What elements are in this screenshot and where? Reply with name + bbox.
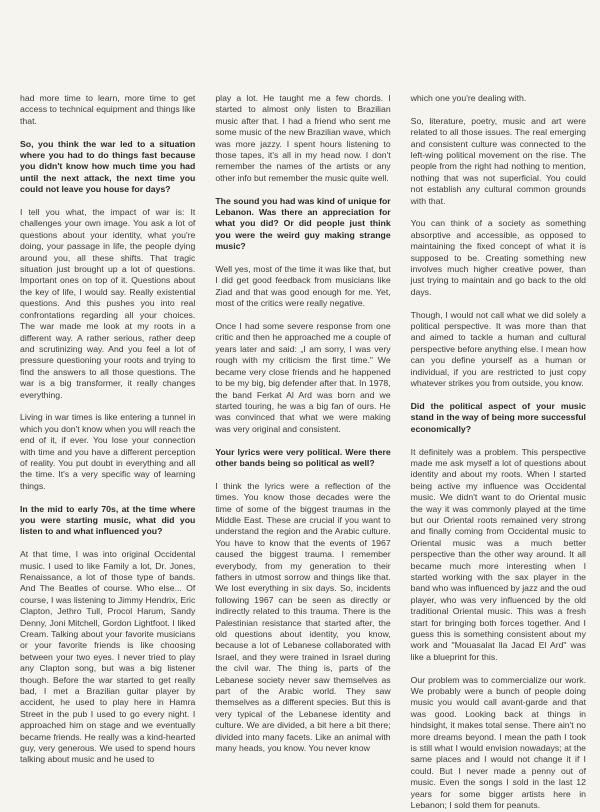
question: So, you think the war led to a situation where you had to do things fast because you didn't know how much time you had until the next attack, the next time you could not leave you house for days?	[20, 138, 196, 195]
question: Did the political aspect of your music stand in the way of being more successful economically?	[410, 400, 586, 434]
paragraph: Living in war times is like entering a tunnel in which you don't know when you will reach the end of it, if ever. You lose your connection with time and you have a different perception of reality. You put doubt in everything and all the time. It's a very specific way of learning things.	[20, 412, 196, 491]
paragraph: I tell you what, the impact of war is: It challenges your own image. You ask a lot of questions about your identity, what you're doing, your passage in life, the people dying around you, all these shifts. That tragic situation just brought up a lot of questions. Important ones on top of it. Questions about the key of life, I would say. Really existential questions. And this pushes you into real confrontations regarding all your choices. The war made me look at my roots in a different way. A rather serious, rather deep and scrutinizing way. And you feel a lot of pressure questioning your roots and trying to find the answers to all those questions. The war is a big transformer, it really changes everything.	[20, 207, 196, 400]
paragraph: Well yes, most of the time it was like that, but I did get good feedback from musicians like Ziad and that was good enough for me. Yet, most of the critics were really negative.	[215, 264, 391, 309]
question: The sound you had was kind of unique for Lebanon. Was there an appreciation for what you did? Or did people just think you were the weird guy making strange music?	[215, 195, 391, 252]
paragraph: So, literature, poetry, music and art were related to all those issues. The real emerging and consistent culture was connected to the left-wing political movement on the rise. The people from the right had nothing to mention, nothing that was not superficial. You could not establish any cultural common grounds with that.	[410, 115, 586, 206]
paragraph: At that time, I was into original Occidental music. I used to like Family a lot, Dr. Jones, Renaissance, a lot of those type of bands. And The Beatles of course. Who else... Of course, I was listening to Jimmy Hendrix, Eric Clapton, Jethro Tull, Procol Harum, Sandy Denny, Joni Mitchell, Gordon Lightfoot. I liked Cream. Talking about your favorite musicians or your favorite friends is like choosing between your two eyes. I never tried to play any Clapton song, but was a big listener though. Before the war started to get really bad, I met a Brazilian guitar player by accident, he used to play here in Hamra Street in the pub I used to go every night. I approached him on stage and we eventually became friends. He really was a kind-hearted guy, very generous. We used to spend hours talking about music and he used to	[20, 549, 196, 765]
column-3	[410, 93, 586, 811]
column-2	[215, 93, 391, 754]
paragraph: play a lot. He taught me a few chords. I started to almost only listen to Brazilian music after that. I had a friend who sent me some music of the new Brazilian wave, which was more jazzy. I spent hours listening to those tapes, it's all in my head now. I don't remember the names of the artists or any other info but remember the music quite well.	[215, 93, 391, 183]
paragraph: Once I had some severe response from one critic and then he approached me a couple of years later and said: „I am sorry, I was very rough with my criticism the first time." We became very close friends and he happened to be my big, big defender after that. In 1978, the band Ferkat Al Ard was born and we started touring, he was a big fan of ours. He was convinced that what we were making was very original and consistent.	[215, 321, 391, 434]
paragraph: had more time to learn, more time to get access to technical equipment and things like that.	[20, 93, 196, 126]
paragraph: I think the lyrics were a reflection of the times. You know those decades were the time of some of the biggest traumas in the Middle East. These are crucial if you want to understand the region and the Arabic culture. You have to know that the events of 1967 caused the biggest trauma. I remember everybody, from my generation to their fathers in utmost sorrow and things like that. We lost everything in six days. So, incidents following 1967 can be seen as directly or indirectly related to this trauma. There is the Palestinian resistance that started after, the old questions about identity, you know, because a lot of Lebanese collaborated with Israel, and they were trained in Israel during the civil war. The thing is, parts of the Lebanese society never saw themselves as part of the Arabic world. They saw themselves as a different species. But this is very typical of the Lebanese identity and culture. We are divided, a bit here a bit there; divided into many facets. Like an animal with many heads, you know. You never know	[215, 480, 391, 754]
paragraph: Though, I would not call what we did solely a political perspective. It was more than that and aimed to tackle a human and cultural perspective before anything else. I mean how can you define yourself as a human or individual, if you are restricted to just copy whatever strikes you from outside, you know.	[410, 309, 586, 389]
question: In the mid to early 70s, at the time where you were starting music, what did you listen to and what influenced you?	[20, 503, 196, 537]
paragraph: It definitely was a problem. This perspective made me ask myself a lot of questions about identity and about my roots. When I started being active my influence was Occidental music. We didn't want to do Oriental music the way it was commonly played at the time but our Oriental roots remained very strong and finally coming from Occidental music to Oriental music was a much better perspective than the other way around. It all became much more interesting when I started working with the sax player in the band who was influenced by jazz and the oud player, who was very influenced by the old traditional Oriental music. This was a fresh start for bringing both forces together. And I guess this is something consistent about my work and "Mouasalat lla Jacad El Ard" was like a blueprint for this.	[410, 446, 586, 662]
paragraph: which one you're dealing with.	[410, 93, 527, 103]
paragraph: You can think of a society as something absorptive and accessible, as opposed to maintaining the fixed concept of what it is supposed to be. Creating something new involves much higher creative power, than just trying to maintain and go back to the old days.	[410, 218, 586, 297]
paragraph: Our problem was to commercialize our work. We probably were a bunch of people doing music you would call avant-garde and that was good. Looking back at things in hindsight, it makes total sense. There ain't no more dreams beyond. I mean the path I took is still what I would envision nowadays; at the same places and I would not change it if I could. But I never made a penny out of music. Even the songs I sold in the last 12 years for some bigger artists here in Lebanon; I sold them for peanuts.	[410, 674, 586, 811]
question: Your lyrics were very political. Were there other bands being so political as well?	[215, 446, 391, 468]
column-1	[20, 93, 196, 765]
